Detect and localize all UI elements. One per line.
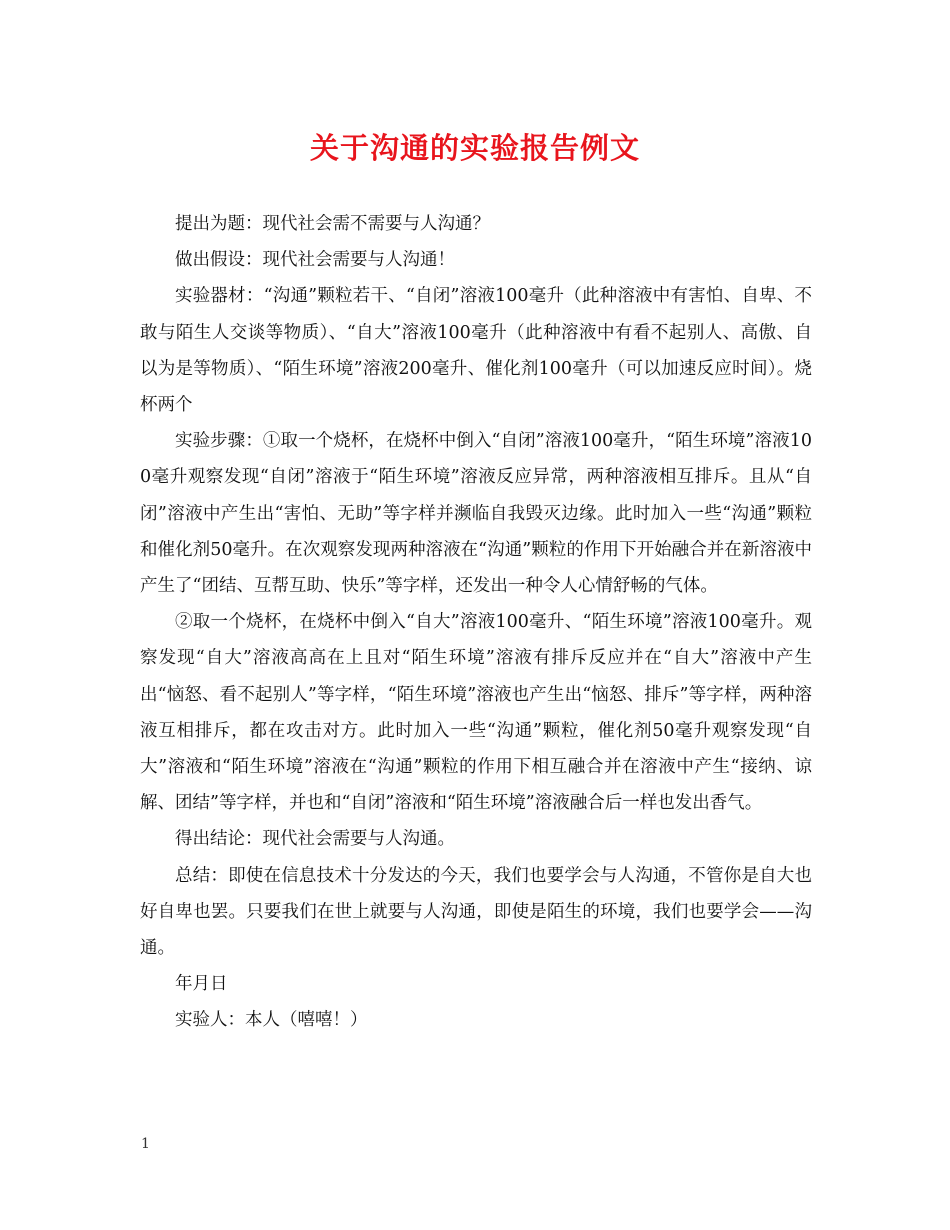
paragraph-steps-1: 实验步骤：①取一个烧杯，在烧杯中倒入“自闭”溶液100毫升，“陌生环境”溶液100毫升观察发现“自闭”溶液于“陌生环境”溶液反应异常，两种溶液相互排斥。且从“自闭”溶液中产生出“害怕、无助”等字样并濒临自我毁灭边缘。此时加入一些“沟通”颗粒和催化剂50毫升。在次观察发现两种溶液在“沟通”颗粒的作用下开始融合并在新溶液中产生了“团结、互帮互助、快乐”等字样，还发出一种令人心情舒畅的气体。 [140,431,812,597]
paragraph-date: 年月日 [175,974,228,995]
page-number: 1 [141,1136,150,1152]
paragraph-summary: 总结：即使在信息技术十分发达的今天，我们也要学会与人沟通，不管你是自大也好自卑也罢。只要我们在世上就要与人沟通，即使是陌生的环境，我们也要学会——沟通。 [140,865,812,959]
paragraph-hypothesis: 做出假设：现代社会需要与人沟通！ [175,250,455,271]
document-body [140,206,812,1039]
document-title: 关于沟通的实验报告例文 [309,131,640,165]
paragraph-conclusion: 得出结论：现代社会需要与人沟通。 [175,829,455,850]
paragraph-steps-2: ②取一个烧杯，在烧杯中倒入“自大”溶液100毫升、“陌生环境”溶液100毫升。观察发现“自大”溶液高高在上且对“陌生环境”溶液有排斥反应并在“自大”溶液中产生出“恼怒、看不起别人”等字样，“陌生环境”溶液也产生出“恼怒、排斥”等字样，两种溶液互相排斥，都在攻击对方。此时加入一些“沟通”颗粒，催化剂50毫升观察发现“自大”溶液和“陌生环境”溶液在“沟通”颗粒的作用下相互融合并在溶液中产生“接纳、谅解、团结”等字样，并也和“自闭”溶液和“陌生环境”溶液融合后一样也发出香气。 [140,612,812,814]
paragraph-question: 提出为题：现代社会需不需要与人沟通？ [175,214,490,234]
paragraph-materials: 实验器材：“沟通”颗粒若干、“自闭”溶液100毫升（此种溶液中有害怕、自卑、不敢与陌生人交谈等物质）、“自大”溶液100毫升（此种溶液中有看不起别人、高傲、自以为是等物质）、“陌生环境”溶液200毫升、催化剂100毫升（可以加速反应时间）。烧杯两个 [140,286,812,416]
paragraph-experimenter: 实验人：本人（嘻嘻！） [175,1010,368,1031]
